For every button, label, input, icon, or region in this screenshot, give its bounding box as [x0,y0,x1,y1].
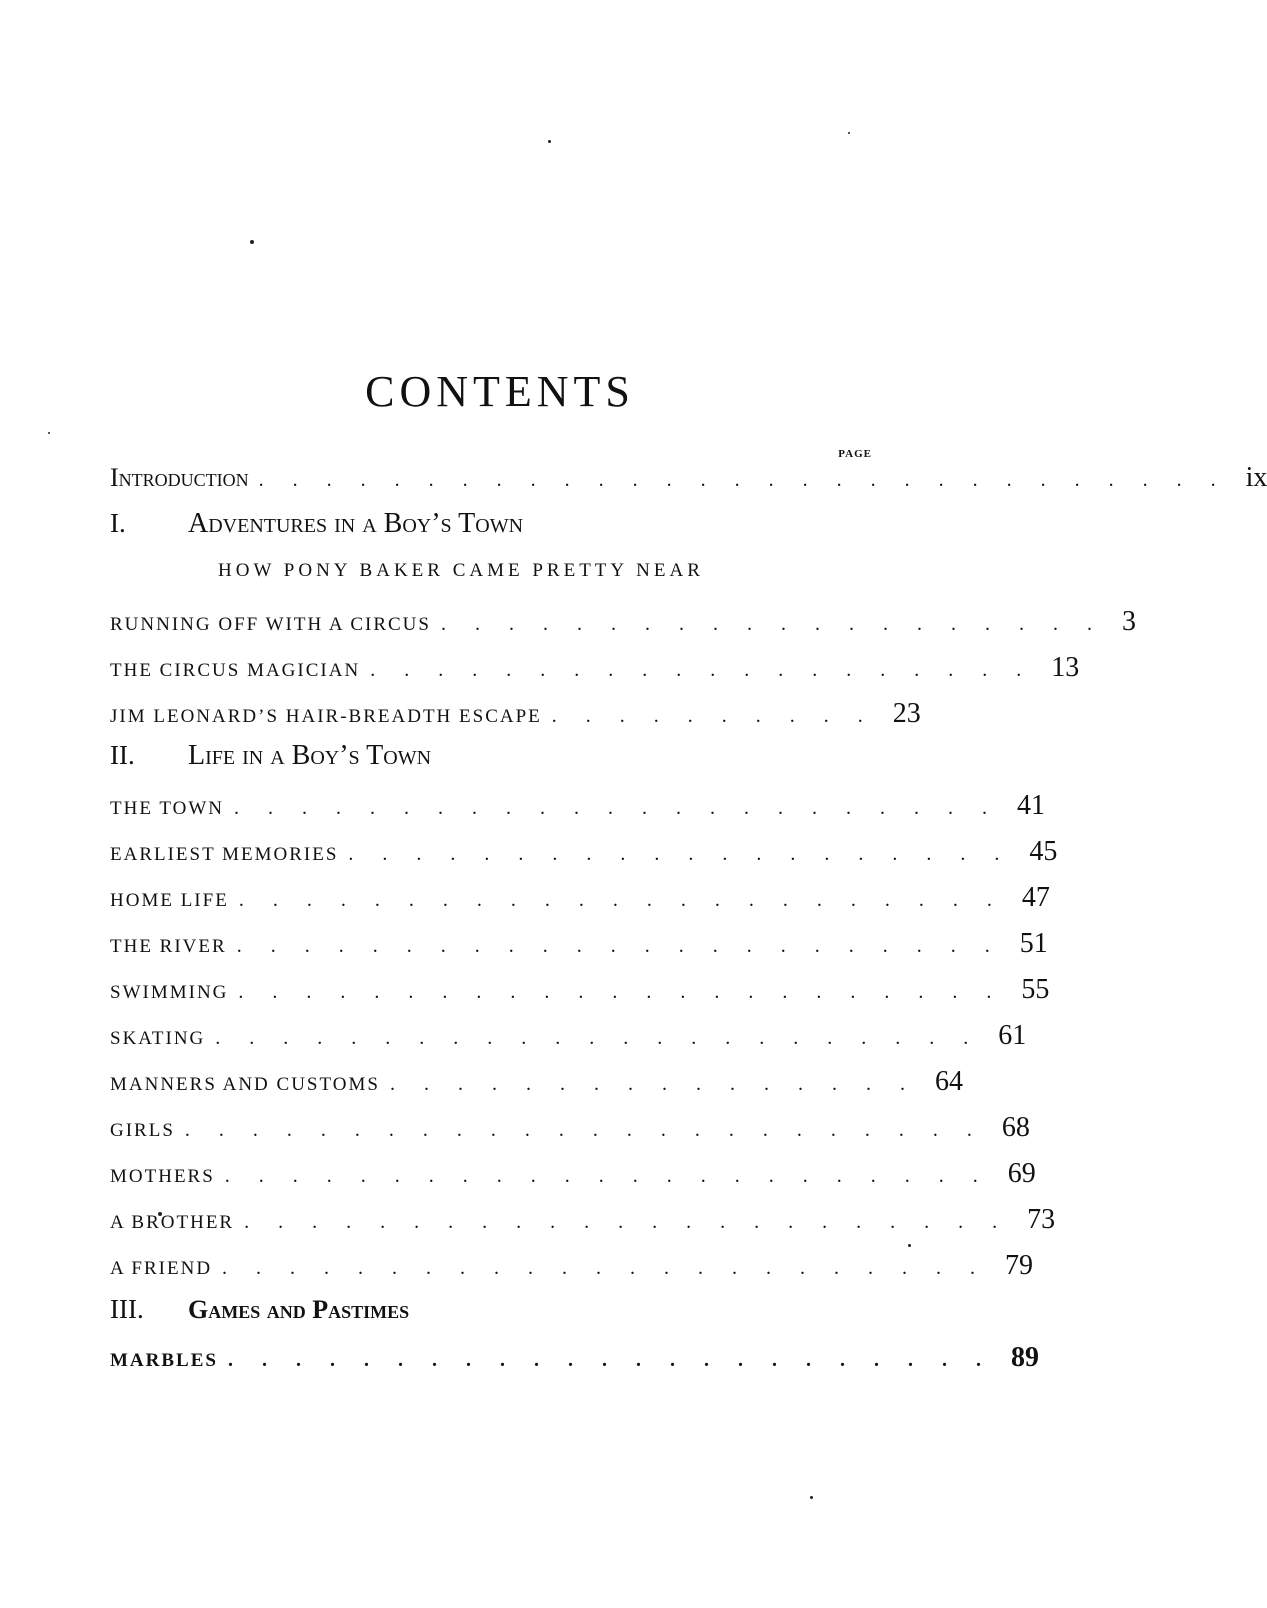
dot-leader: . . . . . . . . . . . . . . . . . . . . [440,613,1104,635]
scan-speck [908,1244,911,1247]
entry-title: MOTHERS [110,1166,215,1187]
entry-page: 23 [892,698,921,729]
toc-entry [110,928,1048,968]
toc-entry [110,836,1058,876]
entry-page: 45 [1029,836,1058,867]
dot-leader: . . . . . . . . . . . . . . . . . . . . . . . [244,1211,1010,1233]
toc-part-2 [110,740,880,780]
entry-title: THE RIVER [110,936,227,957]
entry-page: 61 [998,1020,1027,1051]
entry-page: 55 [1021,974,1050,1005]
toc-entry-introduction [110,462,1267,502]
dot-leader: . . . . . . . . . . [551,705,875,727]
entry-title: Introduction [110,463,249,492]
entry-title: MARBLES [110,1350,218,1371]
part-title: Life in a Boy’s Town [188,740,432,771]
entry-page: 68 [1001,1112,1030,1143]
entry-title: HOW PONY BAKER CAME PRETTY NEAR [218,560,704,581]
toc-part-3 [110,1294,880,1334]
toc-entry [110,1250,1034,1290]
entry-page: 69 [1007,1158,1036,1189]
scan-speck [48,432,50,434]
entry-page: 64 [934,1066,963,1097]
scan-speck [848,132,850,134]
toc-entry [110,652,1080,692]
page-title: CONTENTS [365,367,635,416]
entry-page: 13 [1051,652,1080,683]
scan-speck [810,1496,813,1499]
toc-entry [110,1020,1027,1060]
dot-leader: . . . . . . . . . . . . . . . . . . . . . . . [222,1257,988,1279]
entry-page: 73 [1027,1204,1056,1235]
entry-title: MANNERS AND CUSTOMS [110,1074,380,1095]
entry-page: ix [1245,462,1267,493]
toc-entry [110,1158,1036,1198]
entry-title: RUNNING OFF WITH A CIRCUS [110,614,431,635]
dot-leader: . . . . . . . . . . . . . . . . . . . . . . . [224,1165,990,1187]
entry-title: THE CIRCUS MAGICIAN [110,660,361,681]
entry-page: 51 [1019,928,1048,959]
dot-leader: . . . . . . . . . . . . . . . . . . . . . . . [236,935,1002,957]
dot-leader: . . . . . . . . . . . . . . . . . . . . . . . [238,889,1004,911]
entry-title: SKATING [110,1028,206,1049]
part-title: Games and Pastimes [188,1295,410,1324]
entry-title: A FRIEND [110,1258,213,1279]
entry-title: HOME LIFE [110,890,229,911]
dot-leader: . . . . . . . . . . . . . . . . [389,1073,917,1095]
dot-leader: . . . . . . . . . . . . . . . . . . . . . . . . . . . . . [258,469,1228,491]
toc-entry [110,974,1050,1014]
entry-page: 41 [1016,790,1045,821]
scan-speck [548,140,551,143]
entry-title: A BROTHER [110,1212,235,1233]
entry-page: 89 [1010,1342,1039,1373]
dot-leader: . . . . . . . . . . . . . . . . . . . . . . . . [184,1119,984,1141]
toc-entry [110,1204,1056,1244]
entry-title: SWIMMING [110,982,229,1003]
entry-title: JIM LEONARD’S HAIR-BREADTH ESCAPE [110,706,542,727]
toc-entry [110,1066,963,1106]
dot-leader: . . . . . . . . . . . . . . . . . . . . . . . [238,981,1004,1003]
toc-entry [110,882,1050,922]
dot-leader: . . . . . . . . . . . . . . . . . . . . [370,659,1034,681]
entry-page: 79 [1005,1250,1034,1281]
dot-leader: . . . . . . . . . . . . . . . . . . . . . . . [215,1027,981,1049]
part-numeral: I. [110,508,126,538]
toc-entry [110,606,1136,646]
entry-page: 3 [1121,606,1136,637]
part-numeral: III. [110,1294,144,1324]
toc-entry [110,698,921,738]
dot-leader: . . . . . . . . . . . . . . . . . . . . [348,843,1012,865]
dot-leader: . . . . . . . . . . . . . . . . . . . . . . . [233,797,999,819]
toc-entry [110,1342,1039,1382]
toc-part-1 [110,508,880,548]
toc-entry [110,1112,1030,1152]
entry-title: EARLIEST MEMORIES [110,844,339,865]
dot-leader: . . . . . . . . . . . . . . . . . . . . . . . [227,1349,993,1371]
entry-title: GIRLS [110,1120,175,1141]
toc-entry [110,790,1045,830]
toc-entry [110,560,880,600]
part-title: Adventures in a Boy’s Town [188,508,524,539]
part-numeral: II. [110,740,135,770]
page-column-label: PAGE [838,448,872,460]
scan-speck [250,240,254,244]
entry-page: 47 [1021,882,1050,913]
entry-title: THE TOWN [110,798,224,819]
